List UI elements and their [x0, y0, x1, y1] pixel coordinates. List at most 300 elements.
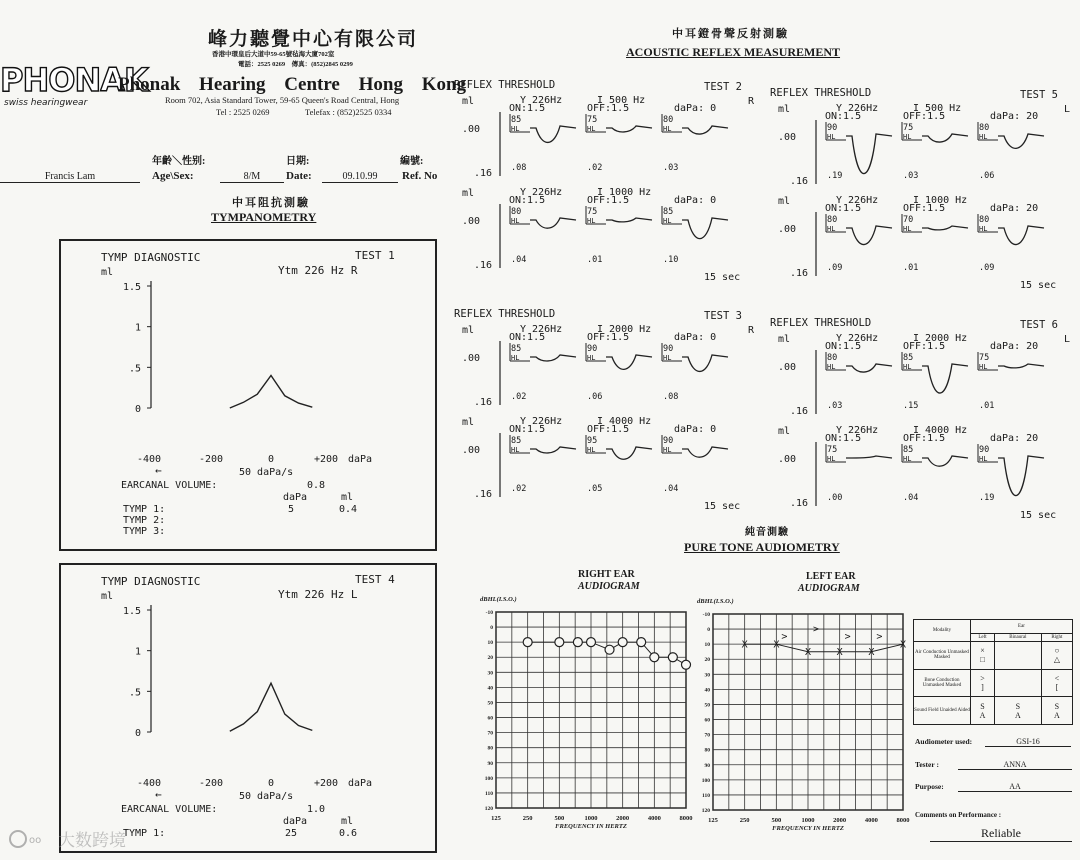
reflex-hl: HL: [511, 125, 520, 133]
reflex-hl: HL: [827, 363, 836, 371]
reflex-trace: [998, 456, 1044, 496]
reflex-value: .08: [663, 392, 679, 402]
reflex-hl: HL: [511, 354, 520, 362]
audiogram-x-tick: 250: [739, 817, 750, 824]
reflex-hl: HL: [903, 225, 912, 233]
reflex-ml-label: ml: [462, 325, 475, 336]
audiogram-y-tick: 50: [487, 700, 493, 707]
reflex-value: .05: [587, 484, 603, 494]
audiogram-y-tick: 120: [701, 808, 710, 814]
right-ear-subtitle: AUDIOGRAM: [578, 581, 640, 592]
reflex-zero-label: .00: [778, 362, 797, 373]
audiometer-label: Audiometer used:: [915, 737, 973, 746]
reflex-hl: HL: [511, 446, 520, 454]
tymp-col-ml: ml: [341, 492, 354, 503]
audiogram-point-left: X: [899, 639, 907, 651]
reflex-freq: I 2000 Hz: [913, 333, 968, 344]
reflex-level: 75: [827, 445, 838, 455]
audiogram-x-tick: 4000: [647, 815, 661, 822]
reflex-on: ON:1.5: [509, 195, 546, 206]
reflex-off: OFF:1.5: [903, 433, 946, 444]
audiogram-point-right: [555, 638, 564, 647]
reflex-trace: [922, 456, 968, 466]
reflex-ear: L: [1064, 104, 1071, 115]
reflex-value: .01: [979, 401, 995, 411]
tymp-row-label: TYMP 2:: [123, 515, 166, 526]
legend-row-bone: Bone Conduction Unmasked Masked: [914, 669, 971, 697]
reflex-ml-label: ml: [778, 426, 791, 437]
audiogram-y-tick: 50: [704, 702, 710, 709]
age-sex-value: 8/M: [220, 171, 284, 183]
patient-name: Francis Lam: [0, 171, 140, 183]
reflex-probe: Y 226Hz: [520, 324, 563, 335]
reflex-level: 75: [979, 353, 990, 363]
reflex-level: 75: [587, 207, 598, 217]
legend-header-modality: Modality: [914, 620, 971, 642]
legend-symbol: > ]: [971, 669, 995, 697]
tymp-test-1-chart: [61, 241, 435, 549]
reflex-value: .02: [511, 392, 527, 402]
reflex-test-label: TEST 2: [704, 81, 742, 93]
company-english-phone: Tel : 2525 0269: [216, 107, 270, 117]
reflex-ear: R: [748, 96, 755, 107]
reflex-trace: [530, 126, 576, 142]
audiogram-x-tick: 500: [554, 815, 565, 822]
reflex-test-label: TEST 6: [1020, 319, 1058, 331]
audiogram-y-tick: 10: [704, 642, 710, 649]
reflex-hl: HL: [827, 225, 836, 233]
audiogram-y-tick: 70: [704, 732, 710, 739]
legend-symbol: S A: [1041, 697, 1072, 725]
reflex-max-label: .16: [790, 176, 809, 187]
reflex-off: OFF:1.5: [587, 195, 630, 206]
reflex-freq: I 500 Hz: [597, 95, 646, 106]
reflex-zero-label: .00: [462, 445, 481, 456]
legend-symbol: [994, 669, 1041, 697]
reflex-trace: [846, 456, 892, 458]
reflex-dapa: daPa: 20: [990, 111, 1039, 122]
audiogram-y-unit: dBHL(I.S.O.): [697, 598, 734, 605]
reflex-ear: L: [1064, 334, 1071, 345]
reflex-dapa: daPa: 0: [674, 424, 717, 435]
reflex-ml-label: ml: [778, 196, 791, 207]
audiogram-x-tick: 2000: [833, 817, 847, 824]
reflex-dapa: daPa: 0: [674, 195, 717, 206]
tymp-col-dapa: daPa: [283, 492, 308, 503]
audiogram-x-label: FREQUENCY IN HERTZ: [772, 825, 844, 832]
left-ear-subtitle: AUDIOGRAM: [798, 583, 860, 594]
reflex-time-label: 15 sec: [704, 501, 741, 512]
audiogram-y-tick: 90: [487, 760, 493, 767]
tymp-curve: [230, 376, 312, 409]
right-ear-title: RIGHT EAR: [578, 569, 635, 580]
reflex-trace: [998, 226, 1044, 245]
reflex-level: 80: [511, 207, 522, 217]
reflex-freq: I 4000 Hz: [913, 425, 968, 436]
cn-ref-label: 編號:: [400, 156, 424, 167]
reflex-value: .03: [663, 163, 679, 173]
purpose-label: Purpose:: [915, 782, 944, 791]
tymp-unit: ml: [101, 591, 114, 602]
tymp-col-dapa: daPa: [283, 816, 308, 827]
tymp-row-label: TYMP 1:: [123, 828, 166, 839]
reflex-level: 90: [979, 445, 990, 455]
reflex-on: ON:1.5: [825, 111, 862, 122]
audiogram-bone-marker: >: [876, 631, 883, 643]
reflex-dapa: daPa: 0: [674, 103, 717, 114]
tymp-y-tick-label: 1: [134, 322, 141, 334]
tymp-heading: TYMP DIAGNOSTIC: [101, 575, 201, 588]
reflex-probe: Y 226Hz: [520, 187, 563, 198]
reflex-value: .09: [979, 263, 995, 273]
reflex-cn-title: 中耳鐙骨聲反射測驗: [672, 28, 789, 40]
reflex-hl: HL: [663, 217, 672, 225]
reflex-value: .01: [587, 255, 603, 265]
comments-value: Reliable: [930, 826, 1072, 842]
audiogram-point-left: X: [868, 647, 875, 659]
logo-tagline: swiss hearingwear: [4, 98, 88, 108]
reflex-level: 95: [587, 436, 598, 446]
audiogram-point-left: X: [773, 639, 780, 651]
reflex-level: 85: [511, 115, 522, 125]
tymp-curve: [230, 683, 312, 731]
legend-symbol: × □: [971, 642, 995, 670]
reflex-value: .06: [587, 392, 603, 402]
audiogram-y-tick: 0: [490, 625, 493, 632]
audiogram-y-tick: 60: [704, 717, 710, 724]
audiogram-bone-marker: >: [781, 631, 788, 643]
audiogram-y-tick: 30: [704, 672, 710, 679]
company-english-name: Phonak Hearing Centre Hong Kong: [118, 74, 467, 95]
audiogram-x-tick: 8000: [679, 815, 693, 822]
tymp-test-4-panel: [59, 563, 437, 853]
audiometer-value: GSI-16: [985, 737, 1071, 747]
reflex-off: OFF:1.5: [903, 111, 946, 122]
reflex-title: ACOUSTIC REFLEX MEASUREMENT: [626, 45, 841, 59]
audiogram-point-right: [668, 653, 677, 662]
reflex-freq: I 500 Hz: [913, 103, 962, 114]
audiogram-y-tick: 20: [487, 655, 493, 662]
reflex-trace: [922, 226, 968, 230]
reflex-time-label: 15 sec: [1020, 280, 1057, 291]
logo-text: PHONAK: [0, 61, 148, 99]
reflex-test-2-panel: [452, 76, 762, 286]
reflex-dapa: daPa: 20: [990, 433, 1039, 444]
legend-symbol: < [: [1041, 669, 1072, 697]
audiogram-x-tick: 250: [522, 815, 533, 822]
audiogram-y-tick: 10: [487, 640, 493, 647]
legend-row-air: Air Conduction Unmasked Masked: [914, 642, 971, 670]
tymp-unit: ml: [101, 267, 114, 278]
reflex-level: 90: [663, 436, 674, 446]
ref-label: Ref. No: [402, 170, 438, 182]
right-ear-audiogram: [476, 590, 694, 840]
tympanometry-cn-title: 中耳阻抗測驗: [232, 197, 310, 209]
reflex-hl: HL: [511, 217, 520, 225]
audiogram-point-right: [587, 638, 596, 647]
reflex-value: .03: [903, 171, 919, 181]
reflex-value: .09: [827, 263, 843, 273]
reflex-level: 70: [903, 215, 914, 225]
reflex-time-label: 15 sec: [1020, 510, 1057, 521]
audiogram-y-tick: 0: [707, 627, 710, 634]
left-ear-title: LEFT EAR: [806, 571, 856, 582]
company-chinese-phone: 電話：2525 0269 傳真：(852)2845 0299: [238, 61, 353, 68]
audiogram-bone-marker: >: [844, 631, 851, 643]
reflex-dapa: daPa: 20: [990, 341, 1039, 352]
reflex-zero-label: .00: [778, 132, 797, 143]
reflex-max-label: .16: [474, 168, 493, 179]
reflex-trace: [998, 134, 1044, 148]
reflex-value: .08: [511, 163, 527, 173]
reflex-trace: [846, 364, 892, 372]
audiogram-x-tick: 500: [771, 817, 782, 824]
reflex-level: 90: [663, 344, 674, 354]
reflex-hl: HL: [979, 363, 988, 371]
reflex-level: 85: [511, 344, 522, 354]
reflex-trace: [606, 447, 652, 459]
watermark-text: 大数跨境: [58, 831, 126, 851]
reflex-hl: HL: [979, 455, 988, 463]
audiogram-x-tick: 125: [708, 817, 718, 824]
tymp-test-4-chart: [61, 565, 435, 851]
audiogram-y-tick: 100: [701, 777, 710, 784]
reflex-max-label: .16: [474, 489, 493, 500]
audiogram-y-tick: 80: [487, 745, 493, 752]
reflex-value: .10: [663, 255, 679, 265]
reflex-on: ON:1.5: [825, 203, 862, 214]
company-english-fax: Telefax : (852)2525 0334: [305, 107, 392, 117]
reflex-zero-label: .00: [778, 454, 797, 465]
audiogram-point-right: [650, 653, 659, 662]
reflex-value: .02: [511, 484, 527, 494]
tymp-x-tick-label: -200: [198, 778, 224, 789]
watermark-logo-icon: [8, 827, 52, 851]
reflex-hl: HL: [979, 133, 988, 141]
reflex-test-3-panel: [452, 305, 762, 515]
reflex-probe: Y 226Hz: [520, 95, 563, 106]
reflex-value: .04: [511, 255, 527, 265]
audiogram-point-right: [682, 660, 691, 669]
reflex-trace: [530, 355, 576, 361]
tymp-x-tick-label: -200: [198, 454, 224, 465]
audiogram-y-tick: -10: [485, 610, 493, 616]
reflex-value: .06: [979, 171, 995, 181]
audiogram-x-tick: 1000: [801, 817, 815, 824]
reflex-level: 85: [663, 207, 674, 217]
reflex-ml-label: ml: [778, 334, 791, 345]
audiogram-point-right: [573, 638, 582, 647]
legend-symbol: S A: [971, 697, 995, 725]
audiogram-y-tick: 60: [487, 715, 493, 722]
audiogram-y-tick: 110: [485, 790, 493, 797]
reflex-value: .19: [979, 493, 995, 503]
tymp-row-label: TYMP 1:: [123, 504, 166, 515]
reflex-max-label: .16: [790, 268, 809, 279]
purpose-value: AA: [958, 782, 1072, 792]
reflex-freq: I 2000 Hz: [597, 324, 652, 335]
reflex-level: 80: [827, 215, 838, 225]
reflex-hl: HL: [903, 455, 912, 463]
reflex-off: OFF:1.5: [903, 341, 946, 352]
tymp-x-tick-label: 0: [267, 778, 275, 789]
reflex-max-label: .16: [790, 406, 809, 417]
audiogram-point-left: X: [804, 647, 812, 659]
reflex-test-5-panel: [768, 84, 1078, 294]
reflex-value: .15: [903, 401, 919, 411]
reflex-value: .03: [827, 401, 843, 411]
watermark: [8, 826, 126, 851]
date-value: 09.10.99: [322, 171, 398, 183]
reflex-level: 80: [979, 215, 990, 225]
reflex-ml-label: ml: [462, 417, 475, 428]
reflex-zero-label: .00: [462, 353, 481, 364]
left-ear-audiogram: [693, 592, 911, 842]
phonak-logo: [0, 61, 148, 114]
audiogram-bone-marker: >: [812, 624, 820, 636]
reflex-off: OFF:1.5: [903, 203, 946, 214]
reflex-trace: [682, 126, 728, 134]
tymp-x-unit: daPa: [348, 454, 373, 465]
legend-symbol: [994, 642, 1041, 670]
reflex-heading: REFLEX THRESHOLD: [770, 317, 872, 329]
reflex-probe: Y 226Hz: [836, 425, 879, 436]
audiogram-y-tick: 90: [704, 762, 710, 769]
tymp-arrow: ←: [155, 788, 162, 801]
tymp-row-dapa: 25: [284, 828, 298, 839]
reflex-hl: HL: [903, 133, 912, 141]
reflex-value: .00: [827, 493, 843, 503]
reflex-on: ON:1.5: [509, 332, 546, 343]
reflex-hl: HL: [587, 217, 596, 225]
legend-symbol: ○ △: [1041, 642, 1072, 670]
reflex-freq: I 4000 Hz: [597, 416, 652, 427]
tymp-test-1-panel: [59, 239, 437, 551]
tymp-row-dapa: 5: [287, 504, 295, 515]
reflex-dapa: daPa: 20: [990, 203, 1039, 214]
tymp-rate: 50 daPa/s: [239, 791, 294, 802]
audiogram-y-tick: 70: [487, 730, 493, 737]
reflex-trace: [530, 447, 576, 453]
tymp-y-tick-label: .5: [128, 363, 141, 375]
tymp-test-label: TEST 4: [355, 573, 395, 586]
company-english-address: Room 702, Asia Standard Tower, 59-65 Queen's Road Central, Hong: [165, 95, 400, 105]
reflex-on: ON:1.5: [509, 103, 546, 114]
reflex-hl: HL: [979, 225, 988, 233]
legend-header-ear: Ear: [971, 620, 1073, 634]
reflex-value: .04: [903, 493, 919, 503]
reflex-ml-label: ml: [462, 188, 475, 199]
reflex-trace: [922, 364, 968, 393]
reflex-hl: HL: [663, 125, 672, 133]
reflex-max-label: .16: [474, 260, 493, 271]
reflex-value: .04: [663, 484, 679, 494]
audiogram-y-tick: 120: [484, 806, 493, 812]
reflex-on: ON:1.5: [825, 341, 862, 352]
tymp-probe: Ytm 226 Hz R: [278, 264, 358, 277]
audiogram-point-right: [637, 638, 646, 647]
audiogram-x-tick: 125: [491, 815, 501, 822]
reflex-trace: [606, 218, 652, 222]
reflex-level: 90: [827, 123, 838, 133]
tester-value: ANNA: [958, 760, 1072, 770]
reflex-trace: [846, 226, 892, 245]
reflex-dapa: daPa: 0: [674, 332, 717, 343]
tester-label: Tester :: [915, 760, 939, 769]
reflex-freq: I 1000 Hz: [913, 195, 968, 206]
reflex-trace: [682, 355, 728, 371]
reflex-heading: REFLEX THRESHOLD: [770, 87, 872, 99]
audiogram-y-tick: 40: [487, 685, 493, 692]
cn-date-label: 日期:: [286, 156, 310, 167]
audiogram-y-tick: 110: [702, 792, 710, 799]
reflex-trace: [998, 364, 1044, 368]
tymp-row-ml: 0.6: [339, 828, 358, 839]
audiogram-y-tick: 20: [704, 657, 710, 664]
date-label: Date:: [286, 170, 312, 182]
reflex-trace: [682, 218, 728, 239]
reflex-trace: [606, 355, 652, 369]
reflex-hl: HL: [663, 446, 672, 454]
age-sex-label: Age\Sex:: [152, 170, 194, 182]
reflex-trace: [846, 134, 892, 174]
reflex-probe: Y 226Hz: [836, 103, 879, 114]
reflex-hl: HL: [827, 455, 836, 463]
reflex-hl: HL: [903, 363, 912, 371]
tymp-y-tick-label: 0: [134, 404, 141, 415]
reflex-probe: Y 226Hz: [520, 416, 563, 427]
audiogram-point-left: X: [836, 647, 843, 659]
reflex-zero-label: .00: [778, 224, 797, 235]
tymp-y-tick-label: 1.5: [122, 606, 141, 617]
comments-label: Comments on Performance :: [915, 811, 1002, 819]
reflex-level: 90: [587, 344, 598, 354]
reflex-heading: REFLEX THRESHOLD: [454, 308, 556, 320]
tymp-earcanal-label: EARCANAL VOLUME:: [121, 480, 218, 491]
tymp-x-tick-label: 0: [267, 454, 275, 465]
cn-age-sex-label: 年齡＼性别:: [152, 156, 206, 167]
reflex-level: 75: [903, 123, 914, 133]
reflex-level: 85: [511, 436, 522, 446]
reflex-hl: HL: [663, 354, 672, 362]
audiogram-point-left: X: [741, 639, 748, 651]
reflex-test-label: TEST 3: [704, 310, 742, 322]
tymp-col-ml: ml: [341, 816, 354, 827]
audiogram-y-tick: -10: [702, 612, 710, 618]
svg-text:oo: oo: [29, 834, 42, 846]
audiogram-y-tick: 30: [487, 670, 493, 677]
reflex-hl: HL: [827, 133, 836, 141]
reflex-trace: [530, 218, 576, 228]
audiogram-y-tick: 80: [704, 747, 710, 754]
legend-col-right: Right: [1041, 634, 1072, 642]
symbol-legend-table: [913, 619, 1073, 725]
tymp-x-tick-label: -400: [136, 778, 162, 789]
tymp-arrow: ←: [155, 464, 162, 477]
tymp-x-tick-label: +200: [313, 778, 339, 789]
reflex-hl: HL: [587, 354, 596, 362]
audiogram-y-unit: dBHL(I.S.O.): [480, 596, 517, 603]
reflex-trace: [606, 126, 652, 132]
audiogram-x-tick: 4000: [864, 817, 878, 824]
audiogram-point-right: [618, 638, 627, 647]
legend-col-left: Left: [971, 634, 995, 642]
reflex-time-label: 15 sec: [704, 272, 741, 283]
reflex-ml-label: ml: [778, 104, 791, 115]
reflex-freq: I 1000 Hz: [597, 187, 652, 198]
reflex-max-label: .16: [474, 397, 493, 408]
reflex-max-label: .16: [790, 498, 809, 509]
